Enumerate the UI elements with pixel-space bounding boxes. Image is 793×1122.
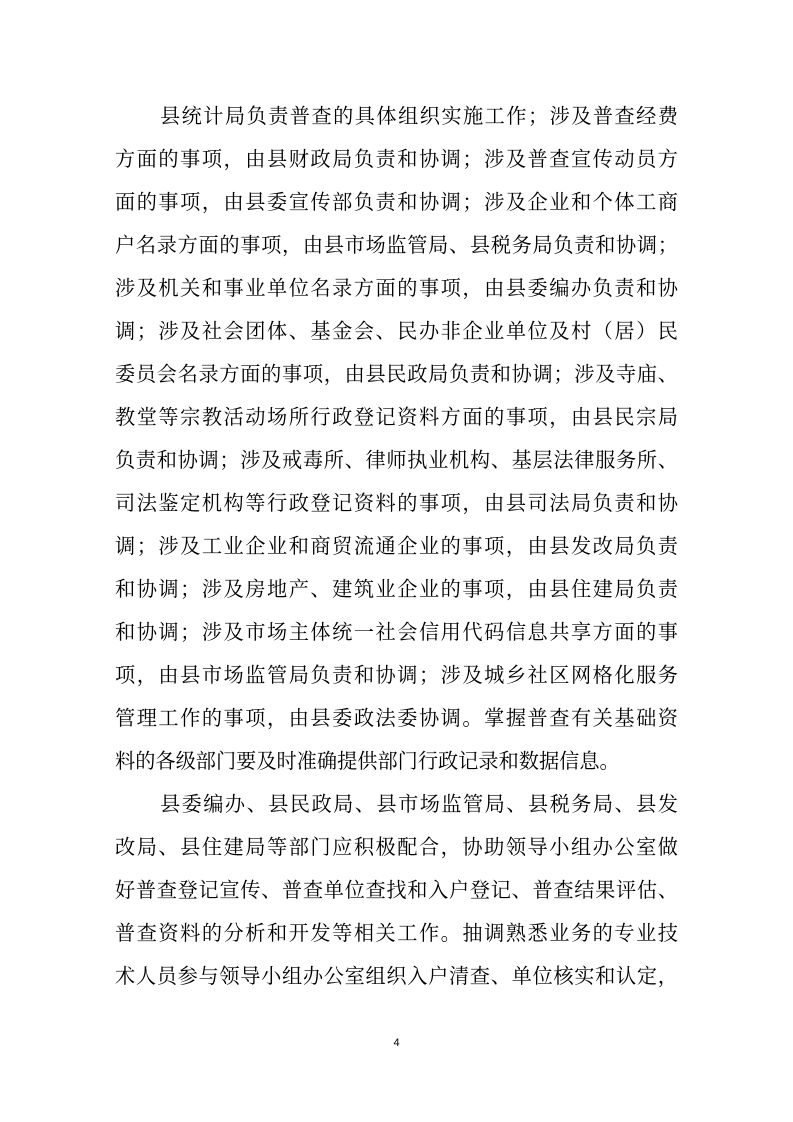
paragraph-1-line-10: 司法鉴定机构等行政登记资料的事项，由县司法局负责和协	[115, 491, 678, 515]
paragraph-1-line-5: 涉及机关和事业单位名录方面的事项，由县委编办负责和协	[115, 276, 678, 300]
paragraph-1-line-4: 户名录方面的事项，由县市场监管局、县税务局负责和协调；	[115, 233, 678, 257]
paragraph-1-line-11: 调；涉及工业企业和商贸流通企业的事项，由县发改局负责	[115, 534, 678, 558]
page-number: 4	[393, 1037, 400, 1049]
paragraph-1-line-6: 调；涉及社会团体、基金会、民办非企业单位及村（居）民	[115, 319, 678, 343]
paragraph-2-line-4: 普查资料的分析和开发等相关工作。抽调熟悉业务的专业技	[115, 921, 678, 945]
paragraph-2-line-1: 县委编办、县民政局、县市场监管局、县税务局、县发	[160, 792, 678, 816]
paragraph-1-line-1: 县统计局负责普查的具体组织实施工作；涉及普查经费	[160, 104, 678, 128]
paragraph-1-line-13: 和协调；涉及市场主体统一社会信用代码信息共享方面的事	[115, 620, 678, 644]
paragraph-1-line-16: 料的各级部门要及时准确提供部门行政记录和数据信息。	[115, 749, 620, 773]
paragraph-1-line-7: 委员会名录方面的事项，由县民政局负责和协调；涉及寺庙、	[115, 362, 678, 386]
paragraph-1-line-8: 教堂等宗教活动场所行政登记资料方面的事项，由县民宗局	[115, 405, 678, 429]
paragraph-1-line-9: 负责和协调；涉及戒毒所、律师执业机构、基层法律服务所、	[115, 448, 678, 472]
paragraph-1-line-14: 项，由县市场监管局负责和协调；涉及城乡社区网格化服务	[115, 663, 678, 687]
paragraph-2-line-5: 术人员参与领导小组办公室组织入户清查、单位核实和认定，	[115, 964, 678, 988]
paragraph-1-line-15: 管理工作的事项，由县委政法委协调。掌握普查有关基础资	[115, 706, 678, 730]
paragraph-1-line-3: 面的事项，由县委宣传部负责和协调；涉及企业和个体工商	[115, 190, 678, 214]
paragraph-1-line-2: 方面的事项，由县财政局负责和协调；涉及普查宣传动员方	[115, 147, 678, 171]
paragraph-1-line-12: 和协调；涉及房地产、建筑业企业的事项，由县住建局负责	[115, 577, 678, 601]
paragraph-2-line-3: 好普查登记宣传、普查单位查找和入户登记、普查结果评估、	[115, 878, 678, 902]
paragraph-2-line-2: 改局、县住建局等部门应积极配合，协助领导小组办公室做	[115, 835, 678, 859]
